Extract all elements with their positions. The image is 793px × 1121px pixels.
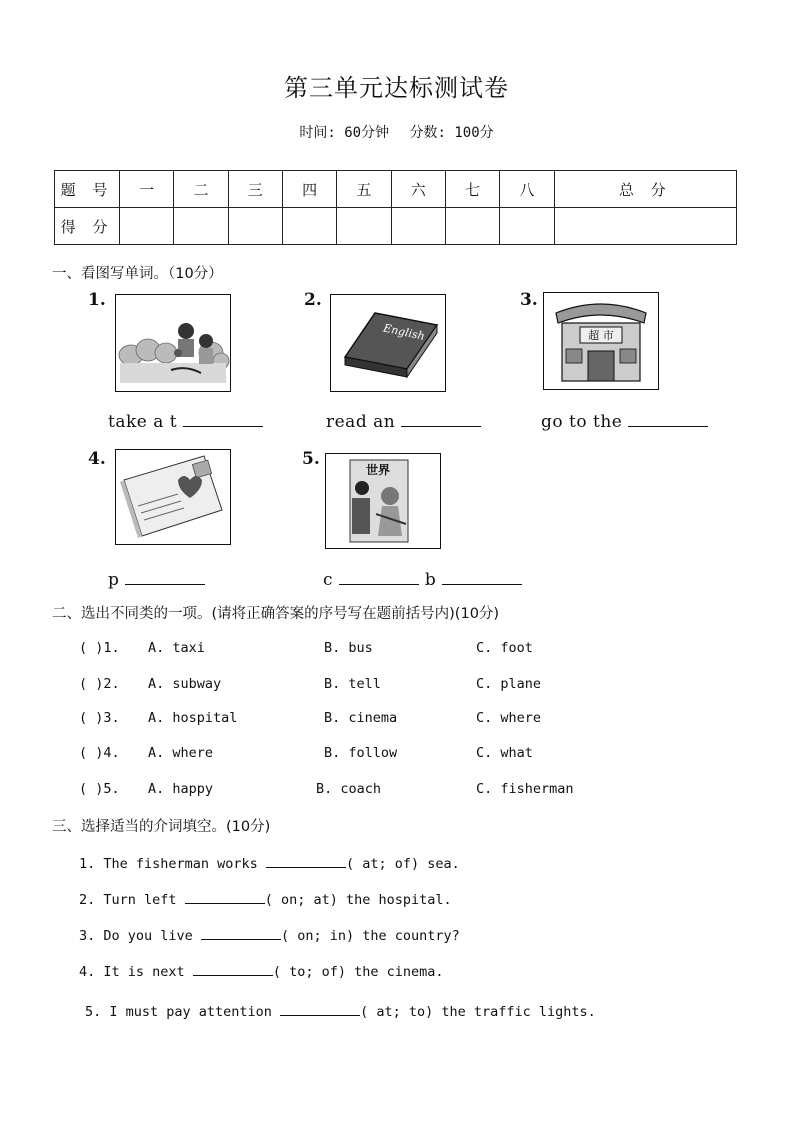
option-a: A. happy — [148, 781, 214, 797]
fill-in-sentence — [79, 926, 460, 944]
item-caption — [541, 410, 708, 432]
score-table-header-row — [55, 171, 737, 208]
exam-info — [0, 122, 793, 142]
score-table — [54, 170, 737, 245]
score-input-cell[interactable] — [554, 208, 737, 245]
picture-children-trip — [115, 294, 231, 392]
option-a: A. subway — [148, 676, 222, 692]
sentence-start: 4. It is next — [79, 964, 185, 980]
question-number[interactable]: ( )1. — [79, 640, 120, 656]
item-number: 1. — [88, 290, 106, 310]
item-prefix: take a t — [108, 412, 178, 432]
answer-blank[interactable] — [401, 410, 481, 427]
answer-blank[interactable] — [442, 568, 522, 585]
option-a: A. hospital — [148, 710, 238, 726]
option-a: A. where — [148, 745, 214, 761]
score-input-cell[interactable] — [391, 208, 445, 245]
option-c: C. where — [476, 710, 542, 726]
sentence-end: ( to; of) the cinema. — [272, 964, 444, 980]
score-table-cell: 五 — [337, 171, 391, 208]
option-b: B. coach — [316, 781, 382, 797]
item-caption — [108, 568, 205, 590]
item-caption — [323, 568, 522, 590]
score-table-score-row — [55, 208, 737, 245]
question-number[interactable]: ( )4. — [79, 745, 120, 761]
picture-supermarket — [543, 292, 659, 390]
score-input-cell[interactable] — [228, 208, 282, 245]
shop-sign-text: 超 市 — [588, 329, 614, 342]
item-number: 2. — [304, 290, 322, 310]
question-number[interactable]: ( )2. — [79, 676, 120, 692]
sentence-end: ( at; to) the traffic lights. — [360, 1004, 596, 1020]
score-table-cell: 七 — [445, 171, 499, 208]
score-table-cell: 四 — [282, 171, 336, 208]
option-b: B. follow — [324, 745, 398, 761]
answer-blank[interactable] — [185, 890, 265, 904]
sentence-start: 1. The fisherman works — [79, 856, 258, 872]
answer-blank[interactable] — [183, 410, 263, 427]
section-2-heading: 二、选出不同类的一项。(请将正确答案的序号写在题前括号内)(10分) — [52, 606, 500, 622]
fill-in-sentence — [79, 962, 444, 980]
option-b: B. cinema — [324, 710, 398, 726]
fill-in-sentence — [79, 854, 460, 872]
item-prefix: go to the — [541, 412, 623, 432]
score-table-cell: 题 号 — [55, 171, 120, 208]
score-table-cell: 二 — [174, 171, 228, 208]
page-title: 第三单元达标测试卷 — [284, 74, 509, 102]
option-b: B. bus — [324, 640, 373, 656]
score-input-cell[interactable] — [337, 208, 391, 245]
answer-blank[interactable] — [280, 1002, 360, 1016]
sentence-end: ( at; of) sea. — [345, 856, 460, 872]
item-prefix: p — [108, 570, 120, 590]
item-number: 5. — [302, 449, 320, 469]
item-caption — [326, 410, 481, 432]
sentence-start: 5. I must pay attention — [85, 1004, 272, 1020]
item-middle: b — [424, 570, 437, 590]
picture-book — [330, 294, 446, 392]
sentence-start: 3. Do you live — [79, 928, 193, 944]
score-table-cell: 总 分 — [554, 171, 737, 208]
score-input-cell[interactable] — [445, 208, 499, 245]
total-score: 分数: 100分 — [409, 125, 494, 141]
fill-in-sentence — [79, 890, 452, 908]
picture-comic-book — [325, 453, 441, 549]
answer-blank[interactable] — [628, 410, 708, 427]
option-c: C. foot — [476, 640, 533, 656]
section-1-heading: 一、看图写单词。（10分） — [52, 266, 223, 282]
answer-blank[interactable] — [125, 568, 205, 585]
sentence-start: 2. Turn left — [79, 892, 177, 908]
question-number[interactable]: ( )3. — [79, 710, 120, 726]
score-input-cell[interactable] — [174, 208, 228, 245]
answer-blank[interactable] — [201, 926, 281, 940]
score-input-cell[interactable] — [120, 208, 174, 245]
item-prefix: c — [323, 570, 334, 590]
section-3-heading: 三、选择适当的介词填空。(10分) — [52, 819, 271, 835]
option-a: A. taxi — [148, 640, 205, 656]
score-table-cell: 三 — [228, 171, 282, 208]
item-caption — [108, 410, 263, 432]
picture-postcard — [115, 449, 231, 545]
score-table-cell: 一 — [120, 171, 174, 208]
item-number: 4. — [88, 449, 106, 469]
book-cover-text: English — [382, 321, 426, 343]
question-number[interactable]: ( )5. — [79, 781, 120, 797]
time-limit: 时间: 60分钟 — [299, 125, 390, 141]
answer-blank[interactable] — [266, 854, 346, 868]
score-table-cell: 八 — [500, 171, 554, 208]
sentence-end: ( on; at) the hospital. — [264, 892, 452, 908]
score-table-cell: 得 分 — [55, 208, 120, 245]
option-b: B. tell — [324, 676, 381, 692]
sentence-end: ( on; in) the country? — [280, 928, 460, 944]
option-c: C. what — [476, 745, 533, 761]
score-table-cell: 六 — [391, 171, 445, 208]
option-c: C. plane — [476, 676, 542, 692]
fill-in-sentence — [85, 1002, 596, 1020]
score-input-cell[interactable] — [282, 208, 336, 245]
comic-cover-text: 世界 — [365, 463, 391, 477]
score-input-cell[interactable] — [500, 208, 554, 245]
option-c: C. fisherman — [476, 781, 574, 797]
item-prefix: read an — [326, 412, 396, 432]
answer-blank[interactable] — [193, 962, 273, 976]
item-number: 3. — [520, 290, 538, 310]
answer-blank[interactable] — [339, 568, 419, 585]
